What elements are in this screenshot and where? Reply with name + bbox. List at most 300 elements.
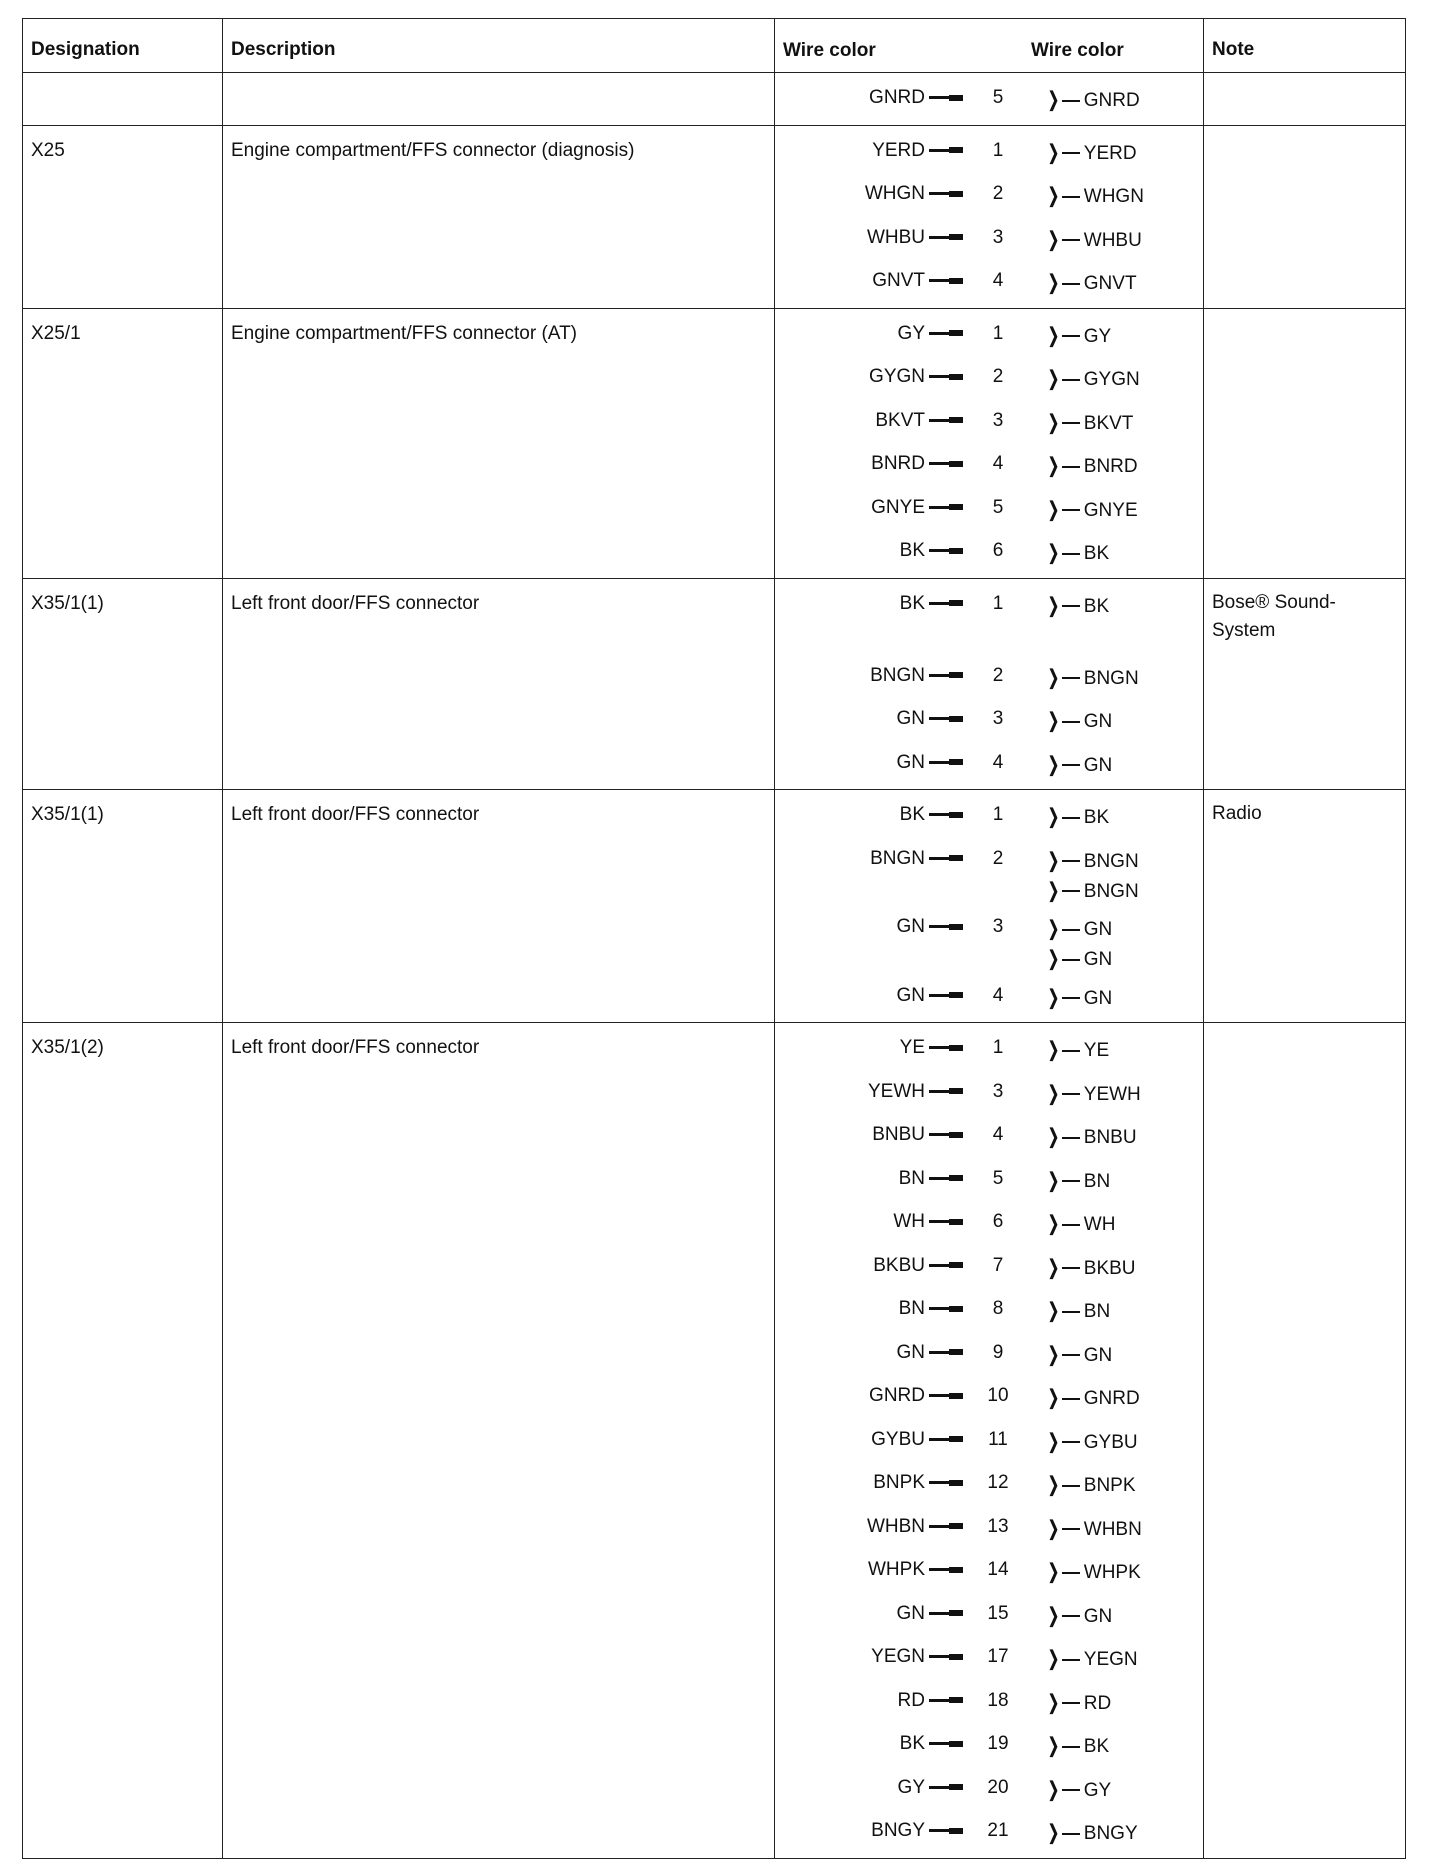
socket-icon: ❭	[1045, 1735, 1061, 1757]
right-wires	[1045, 1603, 1112, 1633]
pin-plug-icon	[929, 1046, 963, 1049]
pin-row	[775, 1114, 1203, 1158]
right-wire	[1045, 1429, 1138, 1459]
right-wire	[1045, 1124, 1137, 1154]
socket-icon: ❭	[1045, 228, 1061, 251]
left-wire	[900, 1733, 963, 1755]
socket-icon: ❭	[1045, 1256, 1061, 1279]
left-wire-color: BNPK	[873, 1472, 925, 1493]
pin-plug-icon	[929, 1220, 963, 1223]
socket-icon: ❭	[1045, 272, 1061, 294]
right-wires	[1045, 1342, 1112, 1372]
connector-row	[23, 790, 1406, 1023]
wire-line-icon	[1062, 605, 1080, 607]
pin-row	[775, 698, 1203, 742]
right-wire	[1045, 1777, 1111, 1807]
socket-icon: ❭	[1045, 542, 1061, 564]
socket-icon: ❭	[1045, 879, 1061, 902]
right-wire-color: BNGN	[1083, 850, 1139, 872]
wire-line-icon	[1062, 929, 1080, 931]
pin-number: 13	[987, 1515, 1009, 1537]
left-wire-color: GN	[896, 916, 925, 937]
wire-line-icon	[1062, 1267, 1080, 1269]
right-wire	[1045, 1255, 1136, 1285]
pin-row	[775, 975, 1203, 1019]
left-wire	[865, 183, 963, 205]
wire-color-left-header: Wire color	[783, 40, 876, 61]
pin-plug-icon	[929, 1307, 963, 1310]
left-wire	[900, 1037, 963, 1059]
pin-row	[775, 313, 1203, 357]
left-wire	[900, 593, 963, 615]
socket-icon: ❭	[1045, 986, 1061, 1009]
wire-line-icon	[1062, 764, 1080, 766]
right-wire-color: GN	[1083, 754, 1113, 776]
wire-pins-cell	[775, 578, 1204, 790]
left-wire-color: GYGN	[869, 366, 925, 387]
right-wire-color: BK	[1083, 1736, 1110, 1757]
pin-number: 5	[992, 496, 1004, 518]
header-row	[23, 19, 1406, 73]
pin-number: 4	[992, 984, 1004, 1006]
pin-plug-icon	[929, 1394, 963, 1397]
connector-row	[23, 578, 1406, 790]
right-wire	[1045, 804, 1109, 834]
pin-row	[775, 1288, 1203, 1332]
socket-icon: ❭	[1045, 1213, 1061, 1235]
wire-line-icon	[1062, 1615, 1080, 1617]
wire-line-icon	[1062, 1833, 1080, 1835]
wire-line-icon	[1062, 1137, 1080, 1139]
left-wire	[873, 1472, 963, 1494]
pin-plug-icon	[929, 717, 963, 720]
right-wire-color: BNPK	[1083, 1475, 1136, 1496]
left-wire-color: WHPK	[868, 1559, 925, 1580]
wire-line-icon	[1062, 817, 1080, 819]
pin-plug-icon	[929, 761, 963, 764]
right-wires	[1045, 1385, 1140, 1415]
left-wire-color: WHGN	[864, 183, 925, 204]
note-cell: Radio	[1204, 790, 1406, 1023]
right-wires	[1045, 183, 1144, 213]
left-wire-color: WH	[893, 1211, 925, 1232]
left-wire	[871, 453, 963, 475]
right-wire-color: GY	[1083, 325, 1112, 347]
pin-plug-icon	[929, 332, 963, 335]
right-wire	[1045, 752, 1112, 782]
wire-pins-cell	[775, 308, 1204, 578]
right-wire-color: YEGN	[1083, 1649, 1138, 1670]
wire-line-icon	[1062, 335, 1080, 337]
left-wire	[872, 140, 963, 162]
pin-number: 15	[987, 1602, 1009, 1624]
right-wires	[1045, 1168, 1110, 1198]
connector-row	[23, 1023, 1406, 1859]
right-wires	[1045, 410, 1133, 440]
pin-number: 1	[992, 139, 1004, 161]
pin-plug-icon	[929, 236, 963, 239]
right-wire	[1045, 183, 1144, 213]
right-wire	[1045, 708, 1112, 738]
pin-row	[775, 1462, 1203, 1506]
pin-number: 5	[992, 1167, 1004, 1189]
socket-icon: ❭	[1045, 1691, 1061, 1714]
left-wire-color: GNYE	[871, 496, 925, 518]
pin-row	[775, 1027, 1203, 1071]
right-wires	[1045, 708, 1112, 738]
socket-icon: ❭	[1045, 498, 1061, 521]
socket-icon: ❭	[1045, 1561, 1061, 1583]
right-wire	[1045, 1516, 1142, 1546]
left-wire-color: WHBN	[866, 1515, 925, 1537]
pin-row	[775, 1071, 1203, 1115]
note-cell	[1204, 73, 1406, 126]
pin-number: 4	[992, 270, 1004, 291]
left-wire	[872, 1124, 963, 1146]
pin-number: 21	[987, 1820, 1009, 1841]
right-wire	[1045, 848, 1139, 878]
pin-row	[775, 1593, 1203, 1637]
right-wire	[1045, 540, 1109, 570]
pin-row	[775, 1680, 1203, 1724]
pin-row	[775, 1810, 1203, 1854]
right-wire	[1045, 227, 1142, 257]
description-cell: Engine compartment/FFS connector (AT)	[223, 308, 775, 578]
left-wire	[867, 1516, 963, 1538]
right-wire	[1045, 270, 1137, 300]
description-cell: Left front door/FFS connector	[223, 578, 775, 790]
pin-number: 1	[992, 1037, 1004, 1058]
right-wire-color: WHBN	[1083, 1518, 1142, 1540]
left-wire-color: BK	[899, 804, 925, 825]
pin-plug-icon	[929, 549, 963, 552]
right-wire-color: GNRD	[1083, 90, 1140, 111]
right-wire-color: RD	[1083, 1692, 1112, 1714]
pin-plug-icon	[929, 279, 963, 282]
left-wire-color: GN	[896, 1602, 925, 1624]
left-wire	[869, 87, 963, 109]
pin-plug-icon	[929, 1438, 963, 1441]
socket-icon: ❭	[1045, 1343, 1061, 1366]
left-wire	[897, 916, 964, 938]
wire-line-icon	[1062, 553, 1080, 555]
connector-table-sheet	[22, 18, 1405, 1859]
connector-row	[23, 73, 1406, 126]
pin-row	[775, 1245, 1203, 1289]
designation-cell	[23, 73, 223, 126]
table-body	[23, 73, 1406, 1859]
wire-line-icon	[1062, 509, 1080, 511]
right-wire-color: BKBU	[1083, 1257, 1136, 1279]
pin-plug-icon	[929, 602, 963, 605]
right-wires	[1045, 87, 1140, 117]
right-wire-color: GN	[1083, 987, 1113, 1009]
pin-number: 9	[992, 1341, 1004, 1363]
wire-line-icon	[1062, 152, 1080, 154]
left-wire-color: GN	[896, 751, 925, 773]
pin-plug-icon	[929, 149, 963, 152]
right-wire	[1045, 1603, 1112, 1633]
right-wires	[1045, 1429, 1138, 1459]
socket-icon: ❭	[1045, 1517, 1061, 1540]
pin-number: 12	[987, 1472, 1009, 1493]
wire-line-icon	[1062, 422, 1080, 424]
pin-number: 3	[992, 1080, 1004, 1102]
left-wire-color: BK	[899, 1733, 925, 1754]
pin-plug-icon	[929, 1655, 963, 1658]
right-wire	[1045, 140, 1137, 170]
right-wires	[1045, 140, 1137, 170]
right-wires	[1045, 270, 1137, 300]
pin-number: 6	[992, 1211, 1004, 1232]
right-wires	[1045, 593, 1109, 623]
wire-line-icon	[1062, 239, 1080, 241]
pin-row	[775, 260, 1203, 304]
pin-plug-icon	[929, 857, 963, 860]
socket-icon: ❭	[1045, 948, 1061, 970]
left-wire-color: GNRD	[869, 1385, 925, 1406]
pin-row	[775, 794, 1203, 838]
right-wire	[1045, 1690, 1111, 1720]
pin-row	[775, 906, 1203, 975]
pin-number: 3	[992, 916, 1004, 937]
pin-number: 8	[992, 1298, 1004, 1319]
note-header: Note	[1204, 19, 1406, 73]
right-wires	[1045, 1733, 1109, 1763]
pin-plug-icon	[929, 1351, 963, 1354]
pin-number: 6	[992, 540, 1004, 561]
left-wire	[898, 1690, 963, 1712]
pin-number: 4	[992, 1124, 1004, 1145]
right-wires	[1045, 453, 1138, 483]
designation-cell: X35/1(1)	[23, 790, 223, 1023]
left-wire-color: BKBU	[873, 1254, 925, 1276]
right-wires	[1045, 1516, 1142, 1546]
pin-plug-icon	[929, 813, 963, 816]
left-wire	[898, 323, 963, 345]
note-cell	[1204, 1023, 1406, 1859]
right-wires	[1045, 848, 1139, 908]
right-wire-color: GN	[1083, 1605, 1113, 1627]
right-wire-color: BN	[1083, 1301, 1111, 1322]
right-wire	[1045, 916, 1112, 946]
right-wire-color: BNGN	[1083, 667, 1139, 689]
left-wire-color: BNRD	[871, 453, 925, 474]
right-wire-color: BN	[1083, 1170, 1111, 1192]
pin-plug-icon	[929, 375, 963, 378]
left-wire-color: BNBU	[872, 1124, 925, 1145]
socket-icon: ❭	[1045, 1474, 1061, 1496]
left-wire	[872, 270, 963, 292]
socket-icon: ❭	[1045, 185, 1061, 207]
socket-icon: ❭	[1045, 455, 1061, 477]
right-wire	[1045, 87, 1140, 117]
right-wire-color: BKVT	[1083, 412, 1134, 434]
connector-row	[23, 308, 1406, 578]
socket-icon: ❭	[1045, 1822, 1061, 1844]
pin-number: 10	[987, 1385, 1009, 1406]
note-cell	[1204, 308, 1406, 578]
wire-line-icon	[1062, 1485, 1080, 1487]
right-wire-color: YERD	[1083, 142, 1137, 164]
wire-line-icon	[1062, 1441, 1080, 1443]
left-wire	[870, 848, 963, 870]
left-wire	[897, 1603, 964, 1625]
pin-number: 2	[992, 847, 1004, 869]
right-wire-color: GNYE	[1083, 499, 1138, 521]
left-wire	[871, 497, 963, 519]
wire-line-icon	[1062, 196, 1080, 198]
socket-icon: ❭	[1045, 594, 1061, 617]
right-wire-color: GNVT	[1083, 273, 1137, 294]
pin-plug-icon	[929, 1090, 963, 1093]
left-wire-color: GNRD	[869, 87, 925, 108]
socket-icon: ❭	[1045, 1082, 1061, 1105]
left-wire-color: GNVT	[872, 270, 925, 291]
wire-color-right-header: Wire color	[1031, 40, 1124, 61]
right-wire	[1045, 323, 1111, 353]
left-wire-color: BNGY	[871, 1820, 925, 1841]
designation-cell: X35/1(1)	[23, 578, 223, 790]
socket-icon: ❭	[1045, 849, 1061, 872]
wire-line-icon	[1062, 721, 1080, 723]
right-wire-color: WH	[1083, 1214, 1116, 1235]
right-wire-color: GN	[1083, 919, 1113, 940]
left-wire	[900, 804, 963, 826]
left-wire-color: BKVT	[875, 409, 925, 431]
designation-cell: X25	[23, 125, 223, 308]
pin-plug-icon	[929, 419, 963, 422]
pin-number: 1	[992, 592, 1004, 614]
right-wire	[1045, 665, 1139, 695]
pin-number: 4	[992, 453, 1004, 474]
right-wire	[1045, 878, 1139, 908]
right-wire-color: WHGN	[1083, 186, 1144, 207]
right-wires	[1045, 540, 1109, 570]
description-cell: Engine compartment/FFS connector (diagnosis)	[223, 125, 775, 308]
wire-line-icon	[1062, 1354, 1080, 1356]
right-wire	[1045, 946, 1112, 976]
socket-icon: ❭	[1045, 918, 1061, 940]
description-cell: Left front door/FFS connector	[223, 1023, 775, 1859]
pin-row	[775, 356, 1203, 400]
right-wire-color: BNGN	[1083, 880, 1139, 902]
connector-table	[22, 18, 1406, 1859]
pin-row	[775, 487, 1203, 531]
pin-number: 2	[992, 366, 1004, 387]
left-wire-color: GN	[896, 708, 925, 729]
wire-line-icon	[1062, 1789, 1080, 1791]
pin-plug-icon	[929, 1742, 963, 1745]
wire-pins-cell	[775, 73, 1204, 126]
description-header: Description	[223, 19, 775, 73]
right-wire	[1045, 985, 1112, 1015]
right-wires	[1045, 916, 1112, 976]
pin-row	[775, 1549, 1203, 1593]
socket-icon: ❭	[1045, 1648, 1061, 1670]
right-wire-color: GYBU	[1083, 1431, 1138, 1453]
pin-number: 3	[992, 226, 1004, 248]
right-wire-color: BNBU	[1083, 1127, 1137, 1148]
right-wire-color: BK	[1083, 595, 1110, 617]
designation-header: Designation	[23, 19, 223, 73]
pin-row	[775, 1158, 1203, 1202]
socket-icon: ❭	[1045, 710, 1061, 732]
pin-row	[775, 1332, 1203, 1376]
description-cell: Left front door/FFS connector	[223, 790, 775, 1023]
socket-icon: ❭	[1045, 753, 1061, 776]
right-wires	[1045, 1037, 1109, 1067]
left-wire-color: BNGN	[870, 847, 925, 869]
wire-line-icon	[1062, 1659, 1080, 1661]
pin-plug-icon	[929, 1133, 963, 1136]
pin-row	[775, 443, 1203, 487]
pin-number: 1	[992, 804, 1004, 825]
left-wire	[899, 1298, 963, 1320]
wire-pins-cell	[775, 790, 1204, 1023]
socket-icon: ❭	[1045, 1604, 1061, 1627]
pin-number: 7	[992, 1254, 1004, 1276]
right-wires	[1045, 1472, 1136, 1502]
right-wire-color: WHBU	[1083, 229, 1142, 251]
left-wire	[873, 1255, 963, 1277]
wire-line-icon	[1062, 1050, 1080, 1052]
right-wire	[1045, 593, 1109, 623]
right-wire	[1045, 1081, 1141, 1111]
wire-line-icon	[1062, 1702, 1080, 1704]
pin-row	[775, 130, 1203, 174]
left-wire-color: BN	[898, 1298, 925, 1319]
right-wires	[1045, 1211, 1115, 1241]
right-wires	[1045, 1255, 1136, 1285]
right-wires	[1045, 227, 1142, 257]
socket-icon: ❭	[1045, 1430, 1061, 1453]
right-wires	[1045, 752, 1112, 782]
right-wire	[1045, 453, 1138, 483]
left-wire	[869, 366, 963, 388]
left-wire	[898, 1777, 963, 1799]
right-wire	[1045, 1559, 1141, 1589]
wire-line-icon	[1062, 997, 1080, 999]
pin-row	[775, 530, 1203, 574]
right-wires	[1045, 1298, 1110, 1328]
right-wires	[1045, 497, 1138, 527]
left-wire-color: BK	[899, 592, 925, 614]
pin-plug-icon	[929, 96, 963, 99]
right-wires	[1045, 366, 1140, 396]
left-wire-color: GYBU	[871, 1428, 925, 1450]
wire-line-icon	[1062, 1093, 1080, 1095]
pin-plug-icon	[929, 925, 963, 928]
right-wire	[1045, 1037, 1109, 1067]
right-wire-color: GNRD	[1083, 1388, 1140, 1409]
wire-line-icon	[1062, 100, 1080, 102]
right-wire-color: GN	[1083, 1344, 1113, 1366]
pin-number: 14	[987, 1559, 1009, 1580]
pin-plug-icon	[929, 1525, 963, 1528]
socket-icon: ❭	[1045, 1778, 1061, 1801]
socket-icon: ❭	[1045, 141, 1061, 164]
right-wire	[1045, 410, 1133, 440]
pin-number: 18	[987, 1689, 1009, 1711]
left-wire	[900, 540, 963, 562]
wire-line-icon	[1062, 959, 1080, 961]
wire-line-icon	[1062, 890, 1080, 892]
right-wire	[1045, 1472, 1136, 1502]
pin-plug-icon	[929, 1829, 963, 1832]
pin-row	[775, 77, 1203, 121]
wire-line-icon	[1062, 1311, 1080, 1313]
